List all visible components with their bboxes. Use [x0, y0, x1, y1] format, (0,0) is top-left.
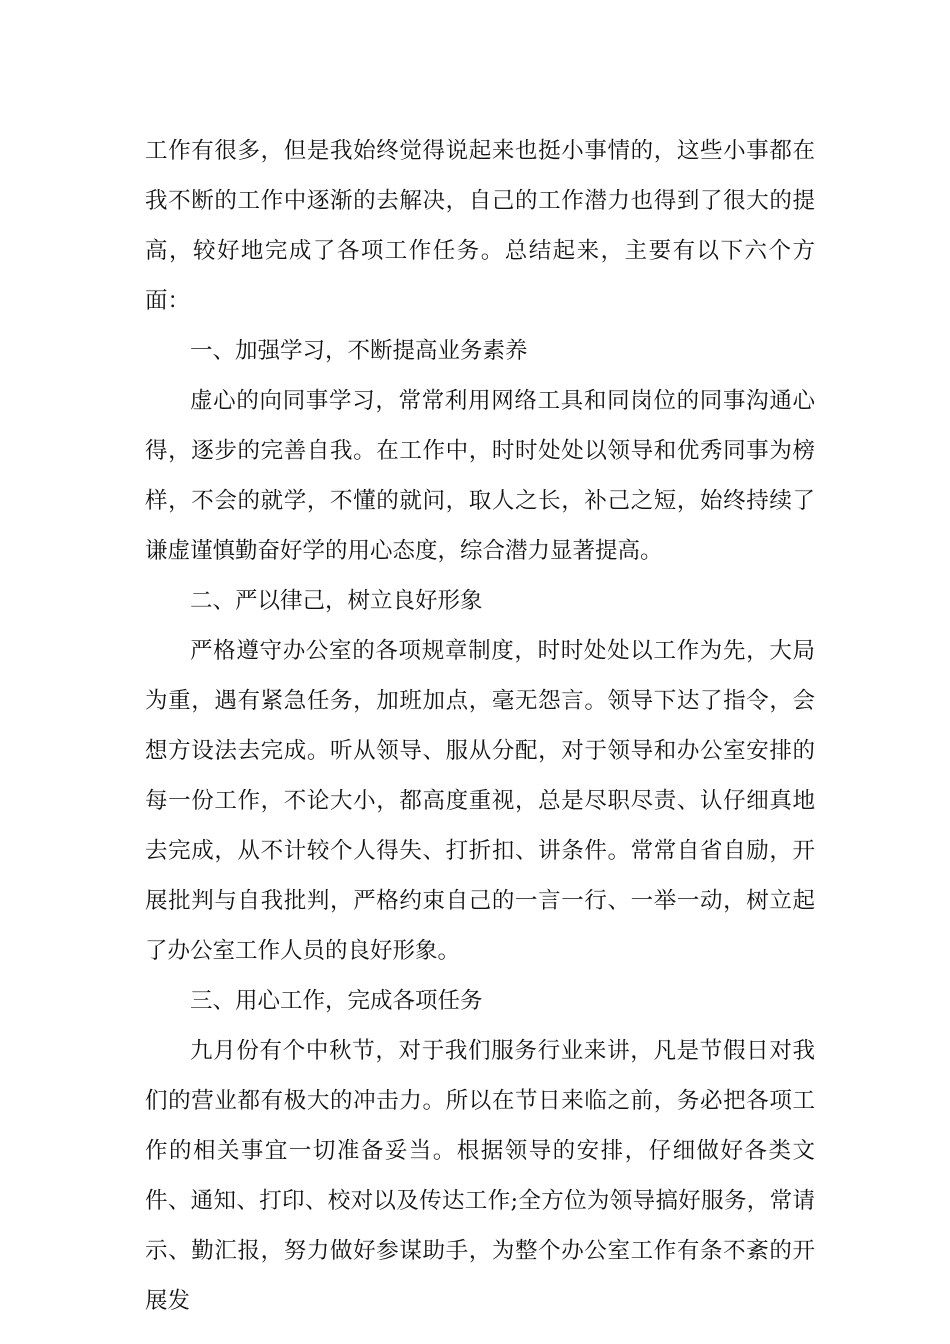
section-heading-3: 三、用心工作，完成各项任务 [190, 988, 483, 1014]
paragraph-continuation: 工作有很多，但是我始终觉得说起来也挺小事情的，这些小事都在我不断的工作中逐渐的去解决，自己的工作潜力也得到了很大的提高，较好地完成了各项工作任务。总结起来，主要有以下六个方面： [145, 138, 815, 314]
section-heading-1: 一、加强学习，不断提高业务素养 [190, 338, 528, 364]
section-heading-2: 二、严以律己，树立良好形象 [190, 588, 483, 614]
document-body [145, 126, 815, 1326]
paragraph-discipline: 严格遵守办公室的各项规章制度，时时处处以工作为先，大局为重，遇有紧急任务，加班加点，毫无怨言。领导下达了指令，会想方设法去完成。听从领导、服从分配，对于领导和办公室安排的每一份工作，不论大小，都高度重视，总是尽职尽责、认仔细真地去完成，从不计较个人得失、打折扣、讲条件。常常自省自励，开展批判与自我批判，严格约束自己的一言一行、一举一动，树立起了办公室工作人员的良好形象。 [145, 638, 815, 964]
paragraph-tasks: 九月份有个中秋节，对于我们服务行业来讲，凡是节假日对我们的营业都有极大的冲击力。所以在节日来临之前，务必把各项工作的相关事宜一切准备妥当。根据领导的安排，仔细做好各类文件、通知、打印、校对以及传达工作;全方位为领导搞好服务，常请示、勤汇报，努力做好参谋助手，为整个办公室工作有条不紊的开展发 [145, 1038, 815, 1314]
paragraph-learning: 虚心的向同事学习，常常利用网络工具和同岗位的同事沟通心得，逐步的完善自我。在工作中，时时处处以领导和优秀同事为榜样，不会的就学，不懂的就问，取人之长，补己之短，始终持续了谦虚谨慎勤奋好学的用心态度，综合潜力显著提高。 [145, 388, 815, 564]
